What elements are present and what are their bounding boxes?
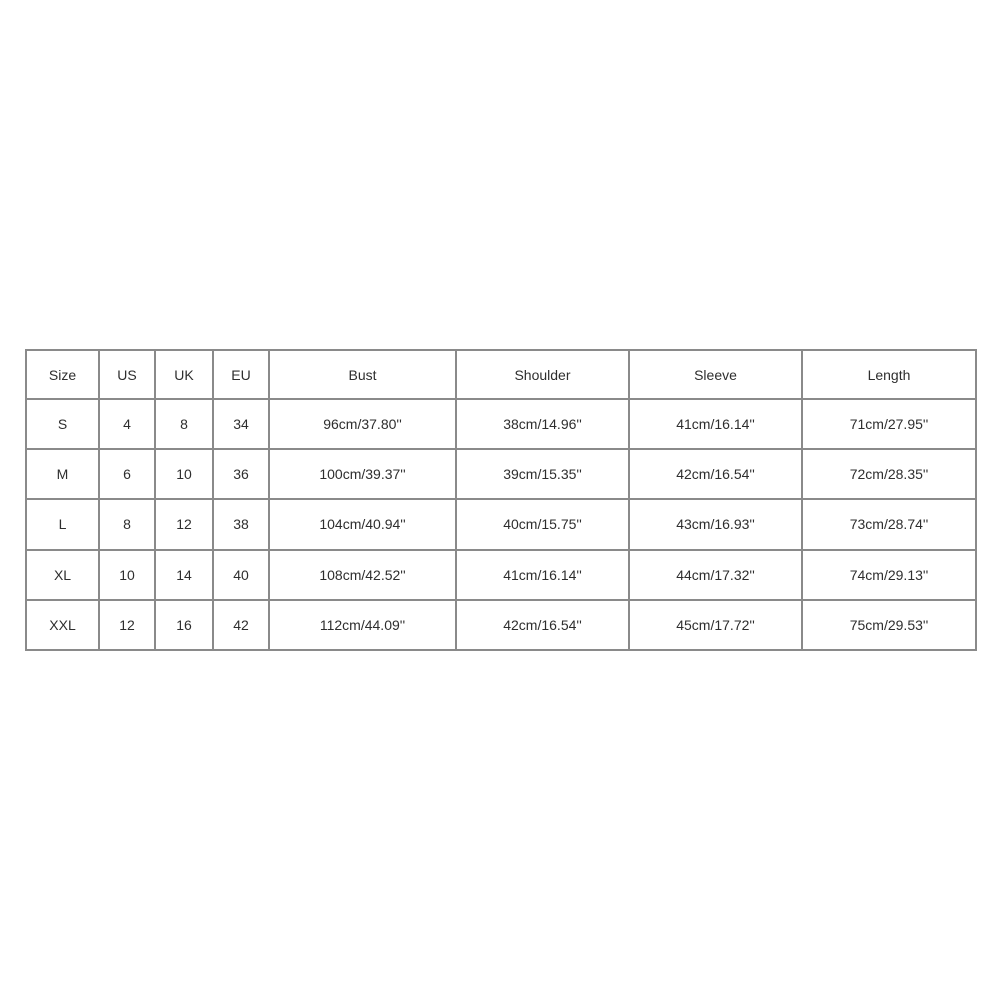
cell-eu: 42	[213, 600, 269, 650]
cell-uk: 14	[155, 550, 213, 600]
cell-us: 4	[99, 399, 155, 449]
header-size: Size	[26, 350, 99, 399]
cell-sleeve: 44cm/17.32''	[629, 550, 802, 600]
cell-sleeve: 45cm/17.72''	[629, 600, 802, 650]
cell-shoulder: 41cm/16.14''	[456, 550, 629, 600]
header-sleeve: Sleeve	[629, 350, 802, 399]
table-row	[26, 550, 976, 600]
header-us: US	[99, 350, 155, 399]
cell-shoulder: 38cm/14.96''	[456, 399, 629, 449]
cell-shoulder: 42cm/16.54''	[456, 600, 629, 650]
cell-uk: 8	[155, 399, 213, 449]
cell-bust: 104cm/40.94''	[269, 499, 456, 549]
cell-length: 71cm/27.95''	[802, 399, 976, 449]
cell-sleeve: 41cm/16.14''	[629, 399, 802, 449]
cell-bust: 96cm/37.80''	[269, 399, 456, 449]
table-row	[26, 449, 976, 499]
cell-size: XXL	[26, 600, 99, 650]
size-chart-table	[25, 349, 977, 651]
cell-uk: 10	[155, 449, 213, 499]
cell-eu: 34	[213, 399, 269, 449]
cell-uk: 16	[155, 600, 213, 650]
cell-eu: 38	[213, 499, 269, 549]
cell-length: 74cm/29.13''	[802, 550, 976, 600]
cell-us: 12	[99, 600, 155, 650]
table-row	[26, 499, 976, 549]
cell-bust: 112cm/44.09''	[269, 600, 456, 650]
cell-uk: 12	[155, 499, 213, 549]
cell-eu: 36	[213, 449, 269, 499]
cell-size: M	[26, 449, 99, 499]
cell-us: 8	[99, 499, 155, 549]
header-length: Length	[802, 350, 976, 399]
cell-eu: 40	[213, 550, 269, 600]
cell-size: L	[26, 499, 99, 549]
header-uk: UK	[155, 350, 213, 399]
table-row	[26, 600, 976, 650]
cell-length: 72cm/28.35''	[802, 449, 976, 499]
header-bust: Bust	[269, 350, 456, 399]
cell-length: 75cm/29.53''	[802, 600, 976, 650]
cell-sleeve: 43cm/16.93''	[629, 499, 802, 549]
cell-us: 6	[99, 449, 155, 499]
cell-shoulder: 40cm/15.75''	[456, 499, 629, 549]
cell-sleeve: 42cm/16.54''	[629, 449, 802, 499]
table-row	[26, 399, 976, 449]
cell-size: S	[26, 399, 99, 449]
table-header-row	[26, 350, 976, 399]
cell-shoulder: 39cm/15.35''	[456, 449, 629, 499]
cell-bust: 100cm/39.37''	[269, 449, 456, 499]
header-eu: EU	[213, 350, 269, 399]
header-shoulder: Shoulder	[456, 350, 629, 399]
cell-bust: 108cm/42.52''	[269, 550, 456, 600]
cell-size: XL	[26, 550, 99, 600]
cell-us: 10	[99, 550, 155, 600]
cell-length: 73cm/28.74''	[802, 499, 976, 549]
